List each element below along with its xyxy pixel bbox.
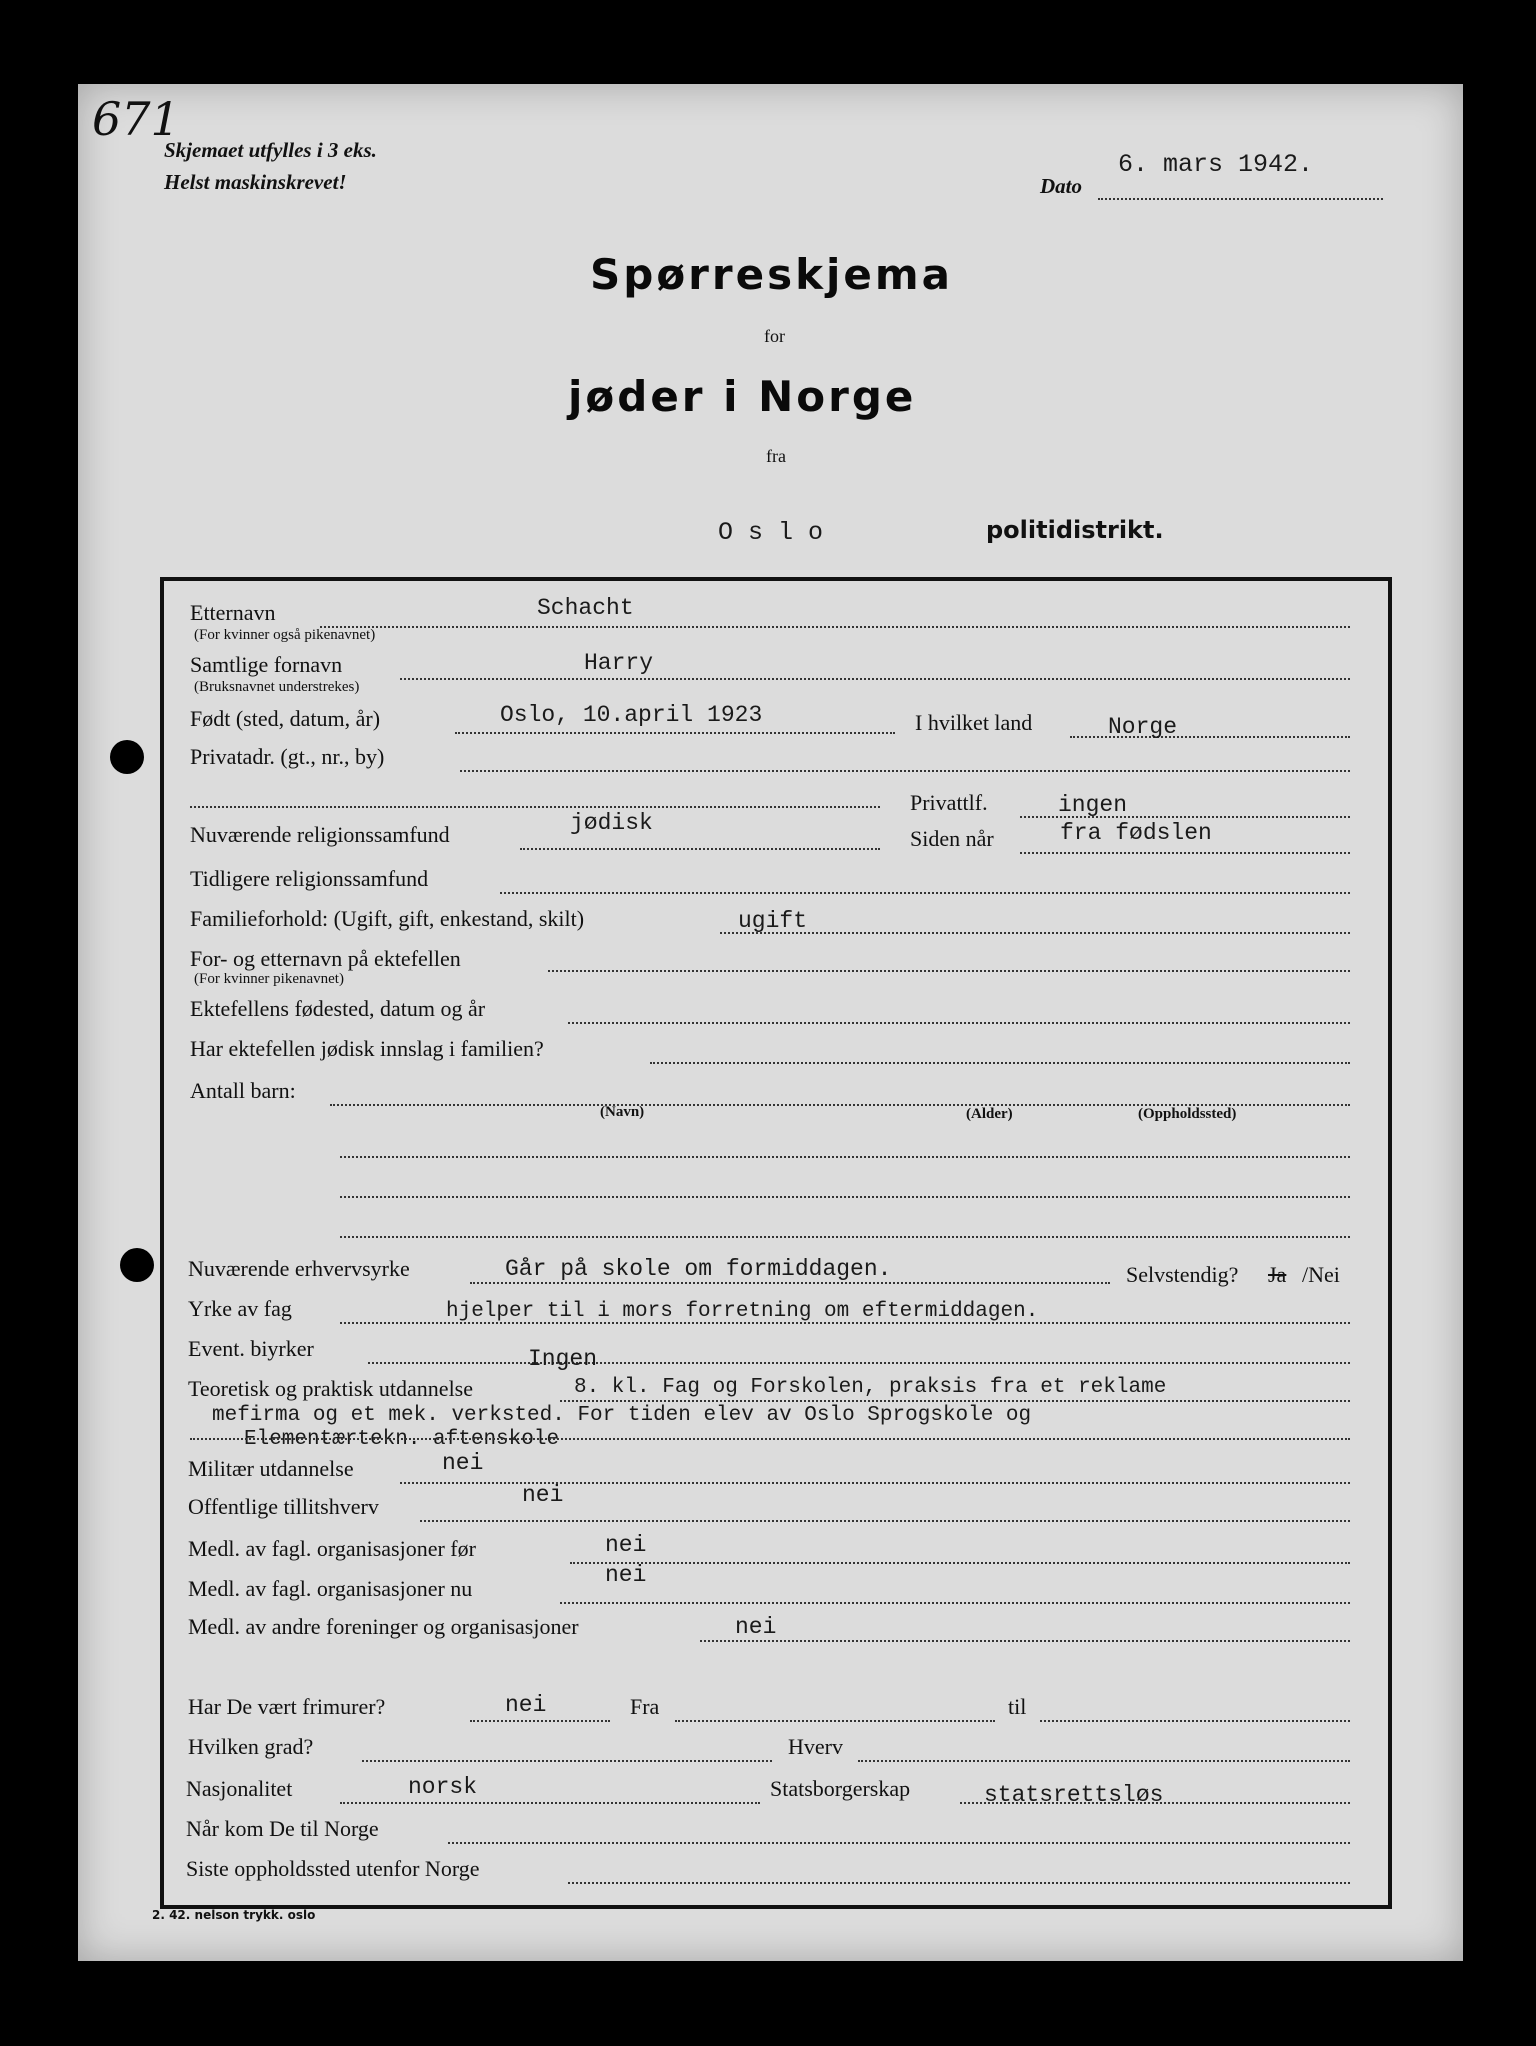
frimurer-fra-dotline [675,1720,995,1722]
siste-opphold-dotline [568,1882,1350,1884]
siste-opphold-label: Siste oppholdssted utenfor Norge [186,1856,480,1881]
militaer-label: Militær utdannelse [188,1456,354,1481]
privattlf-label: Privattlf. [910,790,988,815]
ektefelle-fodested-dotline [568,1022,1350,1024]
punch-hole-bottom [120,1248,154,1282]
ektefelle-navn-note: (For kvinner pikenavnet) [194,971,344,987]
land-value: Norge [1108,714,1178,740]
hverv-dotline [858,1760,1350,1762]
nasjonalitet-value: norsk [408,1774,478,1800]
instruction-typewritten: Helst maskinskrevet! [164,170,347,194]
selvstendig-nei: /Nei [1302,1262,1340,1287]
erhverv-dotline [470,1282,1110,1284]
barn-label: Antall barn: [190,1078,296,1103]
punch-hole-top [110,740,144,774]
kom-til-norge-dotline [448,1842,1350,1844]
kom-til-norge-label: Når kom De til Norge [186,1816,379,1841]
frimurer-til: til [1008,1694,1027,1719]
statsborgerskap-value: statsrettsløs [984,1782,1164,1808]
printer-imprint: 2. 42. nelson trykk. oslo [152,1908,316,1922]
ektefelle-jodisk-label: Har ektefellen jødisk innslag i familien? [190,1036,544,1061]
frimurer-til-dotline [1040,1720,1350,1722]
date-label: Dato [1040,174,1082,198]
siden-label: Siden når [910,826,994,851]
title-for: for [764,326,785,346]
etternavn-value: Schacht [537,595,634,621]
selvstendig-ja: Ja [1268,1262,1287,1287]
barn-col-navn: (Navn) [600,1104,645,1120]
date-dotline [1098,198,1383,200]
etternavn-label: Etternavn [190,600,276,625]
nasjonalitet-label: Nasjonalitet [186,1776,293,1801]
militaer-value: nei [442,1450,484,1476]
utdannelse-dotline-1 [560,1400,1350,1402]
barn-row-1 [340,1156,1350,1158]
tillitshverv-label: Offentlige tillitshverv [188,1494,379,1519]
frimurer-fra: Fra [630,1694,660,1719]
district-label: politidistrikt. [986,516,1164,544]
privattlf-value: ingen [1058,792,1128,818]
familie-label: Familieforhold: (Ugift, gift, enkestand, skilt) [190,906,585,931]
erhverv-value: Går på skole om formiddagen. [505,1256,892,1282]
etternavn-note: (For kvinner også pikenavnet) [194,627,376,643]
frimurer-dotline [470,1720,610,1722]
land-label: I hvilket land [915,710,1033,735]
andre-org-value: nei [735,1614,777,1640]
barn-col-opphold: (Oppholdssted) [1138,1106,1237,1122]
religion-label: Nuværende religionssamfund [190,822,450,847]
privatadr-label: Privatadr. (gt., nr., by) [190,744,385,769]
hverv-label: Hverv [788,1734,843,1759]
form-title: Spørreskjema [590,250,953,299]
religion-dotline [520,848,880,850]
tidligere-label: Tidligere religionssamfund [190,866,429,891]
fornavn-label: Samtlige fornavn [190,652,343,677]
form-subtitle: jøder i Norge [568,372,917,421]
ektefelle-jodisk-dotline [650,1062,1350,1064]
barn-col-alder: (Alder) [966,1106,1013,1122]
org-for-label: Medl. av fagl. organisasjoner før [188,1536,476,1561]
tillitshverv-value: nei [522,1482,564,1508]
etternavn-dotline [320,626,1350,628]
siden-value: fra fødslen [1060,820,1212,846]
tillitshverv-dotline [420,1520,1350,1522]
frimurer-value: nei [505,1692,547,1718]
org-nu-dotline [560,1602,1350,1604]
fodt-dotline [455,732,895,734]
nasjonalitet-dotline [340,1802,760,1804]
grad-dotline [362,1760,772,1762]
barn-row-2 [340,1196,1350,1198]
andre-org-dotline [700,1640,1350,1642]
yrke-value: hjelper til i mors forretning om eftermiddagen. [446,1300,1039,1323]
fornavn-note: (Bruksnavnet understrekes) [194,679,360,695]
ektefelle-fodested-label: Ektefellens fødested, datum og år [190,996,486,1021]
yrke-label: Yrke av fag [188,1296,292,1321]
utdannelse-dotline-2 [190,1438,1350,1440]
org-for-value: nei [605,1532,647,1558]
privatadr-dotline-2 [190,806,880,808]
utdannelse-line-2: mefirma og et mek. verksted. For tiden elev av Oslo Sprogskole og [212,1404,1032,1427]
biyrker-value: Ingen [528,1346,598,1372]
fornavn-value: Harry [584,650,654,676]
andre-org-label: Medl. av andre foreninger og organisasjoner [188,1614,579,1639]
org-nu-label: Medl. av fagl. organisasjoner nu [188,1576,473,1601]
barn-row-3 [340,1236,1350,1238]
biyrker-dotline [368,1362,1350,1364]
utdannelse-label: Teoretisk og praktisk utdannelse [188,1376,474,1401]
religion-value: jødisk [570,810,653,836]
biyrker-label: Event. biyrker [188,1336,314,1361]
ektefelle-navn-label: For- og etternavn på ektefellen [190,946,461,971]
selvstendig-label: Selvstendig? [1126,1262,1239,1287]
ektefelle-navn-dotline [548,970,1350,972]
utdannelse-line-3: Elementærtekn. aftenskole [244,1428,560,1451]
familie-dotline [720,932,1350,934]
utdannelse-line-1: 8. kl. Fag og Forskolen, praksis fra et reklame [574,1376,1167,1399]
archive-number: 671 [92,92,180,146]
frimurer-label: Har De vært frimurer? [188,1694,386,1719]
tidligere-dotline [500,892,1350,894]
org-for-dotline [570,1562,1350,1564]
fornavn-dotline [400,678,1350,680]
district-value: O s l o [718,518,824,547]
grad-label: Hvilken grad? [188,1734,314,1759]
fodt-value: Oslo, 10.april 1923 [500,702,763,728]
familie-value: ugift [738,908,808,934]
instruction-copies: Skjemaet utfylles i 3 eks. [164,138,377,162]
org-nu-value: nei [605,1562,647,1588]
erhverv-label: Nuværende erhvervsyrke [188,1256,410,1281]
statsborgerskap-label: Statsborgerskap [770,1776,911,1801]
siden-dotline [1020,852,1350,854]
fodt-label: Født (sted, datum, år) [190,706,381,731]
privatadr-dotline-1 [460,770,1350,772]
date-value: 6. mars 1942. [1118,150,1314,179]
title-fra: fra [766,446,786,466]
